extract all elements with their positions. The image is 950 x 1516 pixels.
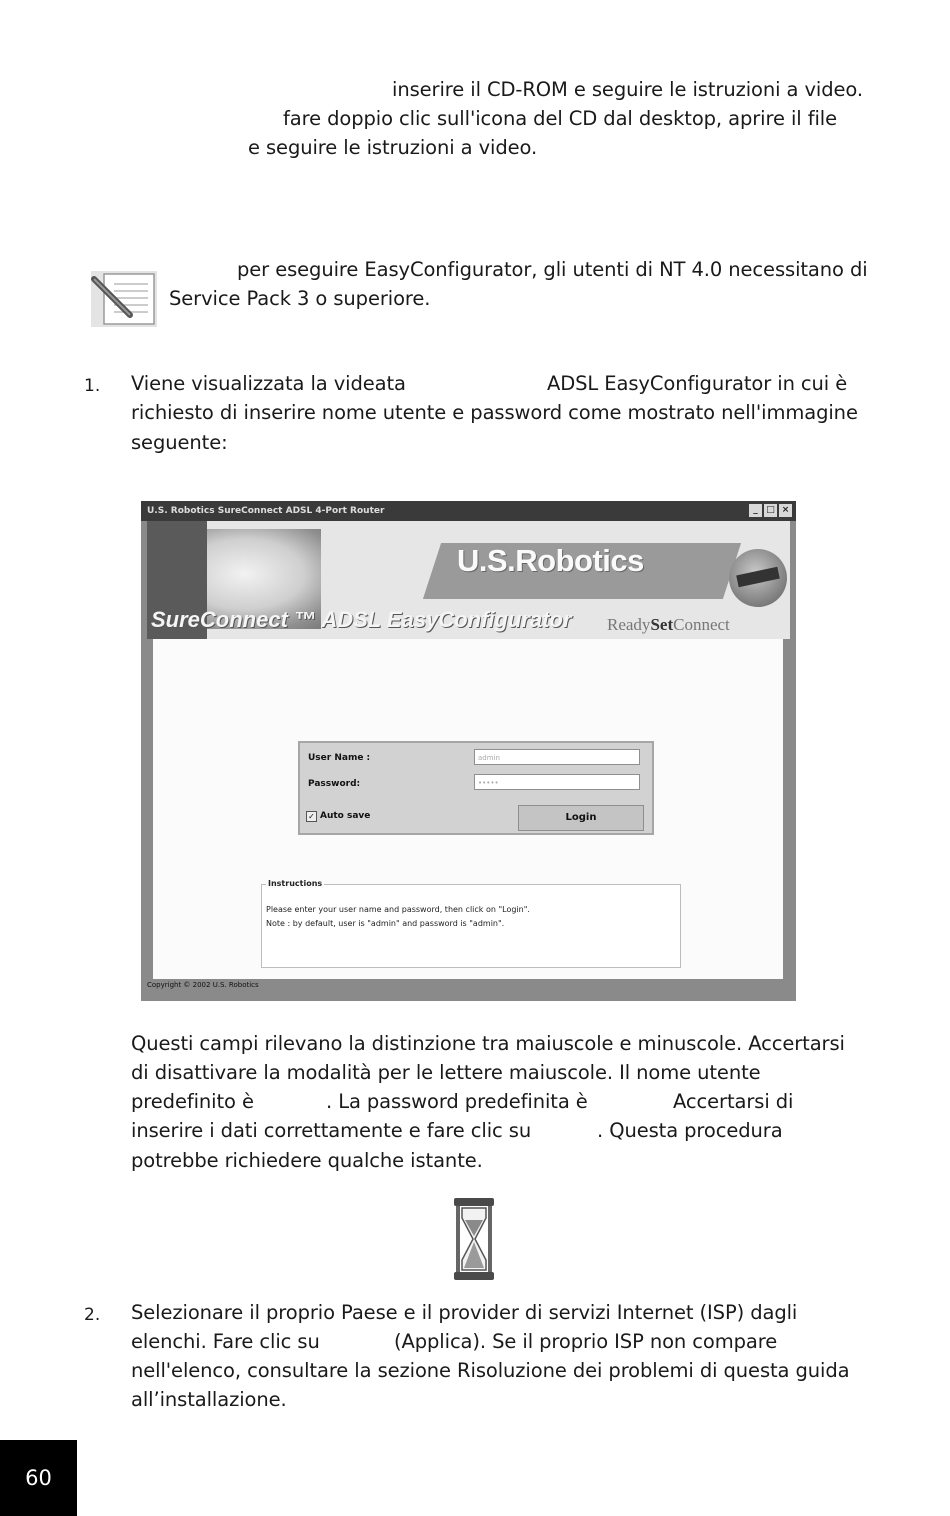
brand-logo: U.S.Robotics [457,543,644,578]
window-title: U.S. Robotics SureConnect ADSL 4-Port Router [147,506,385,516]
tagline-connect: Connect [673,615,730,634]
step-2-line-3: nell'elenco, consultare la sezione Risoluzione dei problemi di questa guida [131,1359,850,1382]
intro-line-3: e seguire le istruzioni a video. [248,136,538,159]
caption-line-4a: inserire i dati correttamente e fare clic su [131,1119,532,1142]
instructions-line-1: Please enter your user name and password, then click on "Login". [266,905,530,914]
instructions-title: Instructions [268,879,323,888]
login-button[interactable]: Login [518,805,644,831]
intro-line-1: inserire il CD-ROM e seguire le istruzioni a video. [392,78,864,101]
window-controls [747,504,792,518]
intro-line-2: fare doppio clic sull'icona del CD dal desktop, aprire il file [283,107,837,130]
autosave-checkbox[interactable]: ✓ [306,811,317,822]
autosave-label: Auto save [320,811,371,821]
instructions-box [261,879,681,968]
status-copyright: Copyright © 2002 U.S. Robotics [147,981,259,989]
caption-line-3c: Accertarsi di [673,1090,794,1113]
caption-line-1: Questi campi rilevano la distinzione tra maiuscole e minuscole. Accertarsi [131,1032,845,1055]
close-icon: × [779,504,792,517]
step-2-number: 2. [84,1305,101,1325]
step-1-line-1b: ADSL EasyConfigurator in cui è [547,372,848,395]
minimize-icon: _ [749,504,762,517]
caption-line-2: di disattivare la modalità per le lettere maiuscole. Il nome utente [131,1061,761,1084]
login-form [298,741,654,835]
username-field[interactable]: admin [474,749,640,765]
login-panel [153,639,783,979]
product-name: SureConnect ™ ADSL EasyConfigurator [151,607,572,632]
tagline [607,615,730,635]
username-label: User Name : [308,753,371,763]
hourglass-icon [448,1196,500,1282]
step-1-number: 1. [84,376,101,396]
step-1-line-3: seguente: [131,431,228,454]
step-2-line-2b: (Applica). Se il proprio ISP non compare [394,1330,778,1353]
step-2-line-4: all’installazione. [131,1388,287,1411]
step-2-line-2a: elenchi. Fare clic su [131,1330,320,1353]
maximize-icon: □ [764,504,777,517]
product-banner [147,521,790,639]
easyconfigurator-screenshot [141,501,796,1001]
note-pencil-icon [90,270,158,328]
caption-line-4b: . Questa procedura [597,1119,783,1142]
password-label: Password: [308,779,361,789]
step-1-line-1a: Viene visualizzata la videata [131,372,406,395]
tagline-ready: Ready [607,615,651,634]
note-line-2: Service Pack 3 o superiore. [169,287,431,310]
step-1-line-2: richiesto di inserire nome utente e password come mostrato nell'immagine [131,401,858,424]
note-line-1: per eseguire EasyConfigurator, gli utenti di NT 4.0 necessitano di [237,258,868,281]
page-number: 60 [0,1440,77,1516]
window-titlebar [141,501,796,521]
caption-line-3a: predefinito è [131,1090,254,1113]
tagline-set: Set [650,615,674,634]
caption-line-3b: . La password predefinita è [326,1090,588,1113]
instructions-line-2: Note : by default, user is "admin" and password is "admin". [266,919,505,928]
password-field[interactable]: ••••• [474,774,640,790]
caption-line-5: potrebbe richiedere qualche istante. [131,1149,483,1172]
step-2-line-1: Selezionare il proprio Paese e il provider di servizi Internet (ISP) dagli [131,1301,798,1324]
router-device-icon [729,549,787,607]
